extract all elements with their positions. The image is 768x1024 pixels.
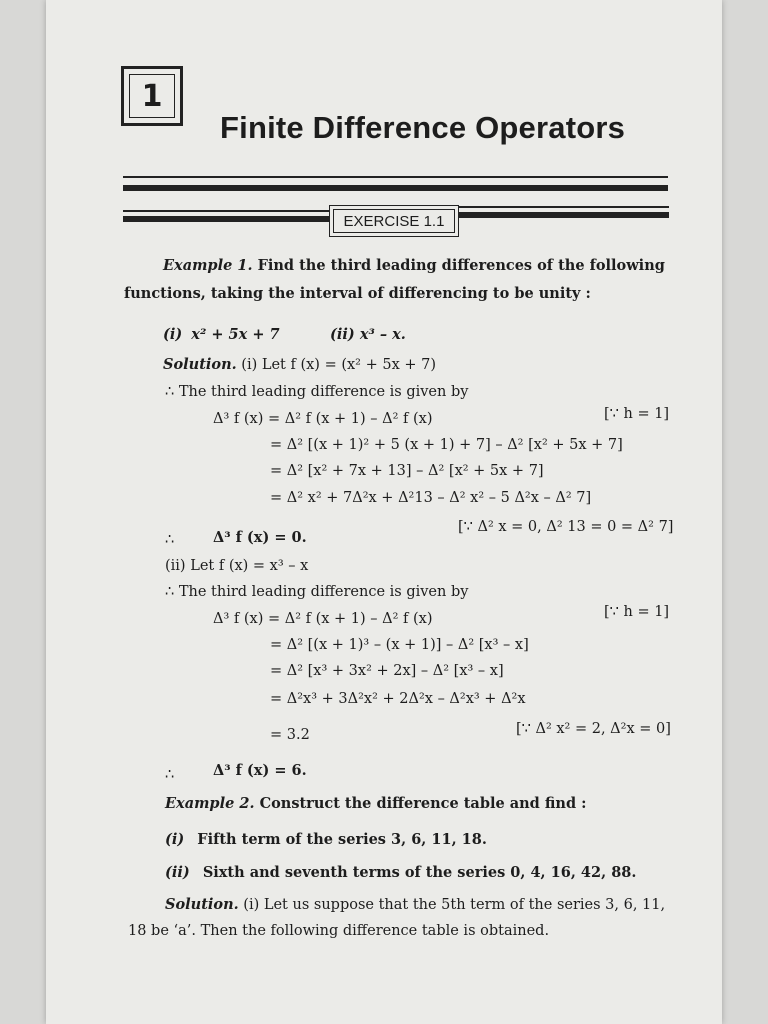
equation-5: Δ³ f (x) = Δ² f (x + 1) – Δ² f (x) (213, 611, 433, 627)
exercise-box (329, 205, 459, 237)
example2-solution-line2: 18 be ‘a’. Then the following difference table is obtained. (128, 923, 550, 939)
example1-line1 (163, 257, 665, 275)
example1-prompt-line1: Find the third leading differences of the following (257, 257, 665, 274)
example1-part-ii-let: (ii) Let f (x) = x³ – x (165, 558, 309, 574)
equation-6: = Δ² [(x + 1)³ – (x + 1)] – Δ² [x³ – x] (270, 637, 529, 653)
therefore-line-1: ∴ The third leading difference is given by (165, 384, 469, 400)
example1-part-i: (i) x² + 5x + 7 (163, 326, 280, 343)
example2-line1: Example 2. Construct the difference table and find : (165, 795, 587, 812)
result-1-symbol: ∴ (165, 532, 175, 548)
header-rule-main (123, 185, 668, 191)
equation-1-note: [∵ h = 1] (604, 406, 670, 422)
example2-item-ii: (ii) Sixth and seventh terms of the series 0, 4, 16, 42, 88. (165, 864, 637, 881)
equation-4: = Δ² x² + 7Δ²x + Δ²13 – Δ² x² – 5 Δ²x – Δ² 7] (270, 490, 592, 506)
exercise-rule-left (123, 216, 329, 222)
exercise-rule-right-top (459, 206, 669, 208)
equation-5-note: [∵ h = 1] (604, 604, 670, 620)
result-2: Δ³ f (x) = 6. (213, 762, 307, 779)
example2-item-i: (i) Fifth term of the series 3, 6, 11, 18. (165, 831, 487, 848)
equation-2: = Δ² [(x + 1)² + 5 (x + 1) + 7] – Δ² [x² + 5x + 7] (270, 437, 623, 453)
exercise-rule-right (459, 212, 669, 218)
example1-part-ii: (ii) x³ – x. (330, 326, 406, 343)
header-rule-top (123, 176, 668, 178)
example1-prompt-line2: functions, taking the interval of differencing to be unity : (124, 285, 591, 302)
example1-heading: Example 1. (163, 257, 253, 274)
chapter-number: 1 (129, 74, 175, 118)
result-1-note: [∵ Δ² x = 0, Δ² 13 = 0 = Δ² 7] (458, 519, 674, 535)
example2-solution-line1: Solution. (i) Let us suppose that the 5th term of the series 3, 6, 11, (165, 896, 666, 913)
equation-3: = Δ² [x² + 7x + 13] – Δ² [x² + 5x + 7] (270, 463, 544, 479)
exercise-label: EXERCISE 1.1 (333, 209, 455, 233)
equation-1: Δ³ f (x) = Δ² f (x + 1) – Δ² f (x) (213, 411, 433, 427)
equation-8: = Δ²x³ + 3Δ²x² + 2Δ²x – Δ²x³ + Δ²x (270, 691, 526, 707)
equation-9: = 3.2 (270, 727, 310, 743)
therefore-line-2: ∴ The third leading difference is given by (165, 584, 469, 600)
exercise-rule-left-top (123, 210, 329, 212)
example1-solution-i: Solution. (i) Let f (x) = (x² + 5x + 7) (163, 356, 436, 373)
chapter-title: Finite Difference Operators (220, 110, 626, 145)
equation-7: = Δ² [x³ + 3x² + 2x] – Δ² [x³ – x] (270, 663, 504, 679)
result-2-symbol: ∴ (165, 767, 175, 783)
equation-9-note: [∵ Δ² x² = 2, Δ²x = 0] (516, 721, 671, 737)
result-1: Δ³ f (x) = 0. (213, 529, 307, 546)
chapter-number-box (121, 66, 183, 126)
